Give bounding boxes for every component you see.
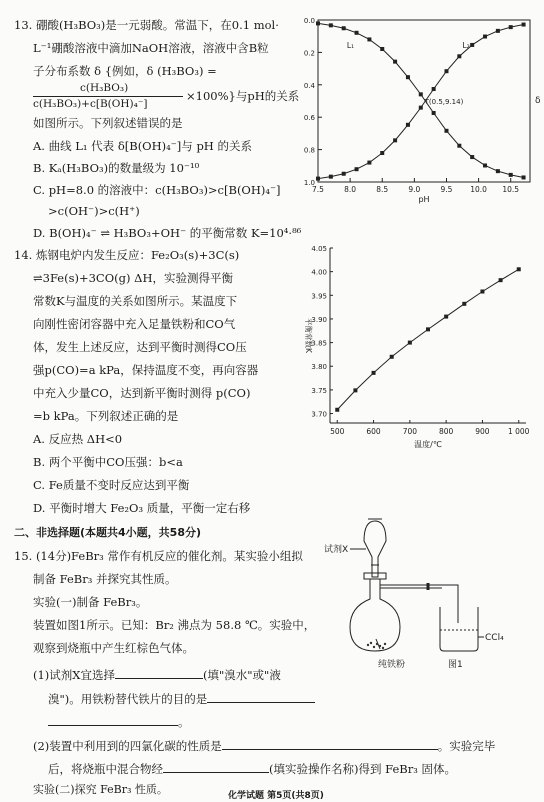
y-tick-label: 3.75	[311, 386, 327, 395]
x-tick-label: 9.5	[440, 185, 453, 194]
x-tick-label: 8.5	[376, 185, 389, 194]
answer-blank-reagent[interactable]	[115, 667, 203, 679]
q15-part1-question: 溴")。用铁粉替代铁片的目的是	[48, 692, 208, 706]
data-point	[342, 26, 346, 30]
data-point	[470, 43, 474, 47]
data-point	[335, 408, 339, 412]
series-line	[337, 269, 518, 409]
answer-blank-purpose-cont[interactable]	[48, 714, 178, 726]
q15-line-5: 观察到烧瓶中产生红棕色气体。	[33, 641, 194, 655]
data-point	[509, 173, 513, 177]
figure-1-apparatus	[324, 515, 504, 675]
page-footer: 化学试题 第5页(共8页)	[228, 791, 324, 801]
data-point	[393, 60, 397, 64]
data-point	[380, 47, 384, 51]
y-tick-label: 3.70	[311, 410, 327, 419]
data-point	[406, 123, 410, 127]
x-tick-label: 800	[438, 427, 454, 436]
q14-line-3: 常数K与温度的关系如图所示。某温度下	[33, 294, 238, 308]
q15-part1-c	[48, 714, 190, 729]
x-tick-label: 8.0	[344, 185, 357, 194]
q15-part1-hint: (填"溴水"或"液	[202, 668, 281, 682]
q15-part1-label: (1)试剂X宜选择	[33, 668, 115, 682]
q13-line-2: L⁻¹硼酸溶液中滴加NaOH溶液，溶液中含B粒	[33, 41, 269, 55]
q13-option-c: C. pH=8.0 的溶液中：c(H₃BO₃)>c[B(OH)₄⁻]	[33, 183, 281, 197]
data-point	[390, 355, 394, 359]
q13-option-d: D. B(OH)₄⁻ ⇌ H₃BO₃+OH⁻ 的平衡常数 K=10⁴·⁸⁶	[33, 226, 302, 240]
data-point	[406, 75, 410, 79]
y-tick-label: 0.8	[303, 146, 315, 155]
data-point	[353, 388, 357, 392]
ccl4-label: CCl₄	[485, 633, 504, 643]
q15-part2-label: (2)装置中利用到的四氯化碳的性质是	[33, 739, 222, 753]
y-tick-label: 3.80	[311, 363, 327, 372]
data-point	[432, 111, 436, 115]
data-point	[522, 175, 526, 179]
x-tick-label: 9.0	[408, 185, 421, 194]
q13-line-3: 子分布系数 δ {例如，δ (H₃BO₃) =	[33, 64, 217, 78]
data-point	[408, 341, 412, 345]
data-point	[329, 23, 333, 27]
data-point	[393, 138, 397, 142]
q14-line-5: 体，发生上述反应，达到平衡时测得CO压	[33, 340, 247, 354]
data-point	[426, 327, 430, 331]
series-label: L₂	[462, 41, 470, 50]
data-point	[419, 92, 423, 96]
beaker	[440, 607, 478, 651]
q15-part1-a	[33, 667, 281, 682]
q15-part2-prefix: 后，将烧瓶中混合物经	[48, 762, 163, 776]
data-point	[470, 155, 474, 159]
q14-line-8: =b kPa。下列叙述正确的是	[33, 409, 179, 423]
data-point	[499, 278, 503, 282]
round-bottom-flask	[350, 579, 400, 651]
data-point	[480, 290, 484, 294]
y-tick-label: 0.0	[303, 17, 315, 25]
q14-option-a: A. 反应热 ΔH<0	[33, 432, 123, 446]
x-tick-label: 600	[366, 427, 381, 436]
q15-part2-b	[48, 761, 456, 776]
figure-1-caption: 图1	[448, 660, 463, 670]
q13-option-c-cont: >c(OH⁻)>c(H⁺)	[48, 204, 140, 218]
data-point	[367, 37, 371, 41]
q13-fraction-numerator: c(H₃BO₃)	[80, 82, 129, 94]
data-point	[419, 106, 423, 110]
q15-line-4: 装置如图1所示。已知：Br₂ 沸点为 58.8 ℃。实验中，	[33, 618, 316, 632]
q15-line-2: 制备 FeBr₃ 并探究其性质。	[33, 572, 177, 586]
data-point	[316, 21, 320, 25]
q13-fraction-denominator: c(H₃BO₃)+c[B(OH)₄⁻]	[33, 98, 148, 110]
data-point	[496, 169, 500, 173]
q14-line-2: ⇌3Fe(s)+3CO(g) ΔH，实验测得平衡	[33, 271, 233, 285]
y-tick-label: 3.85	[311, 339, 327, 348]
y-axis-label: δ	[535, 96, 541, 106]
data-point	[342, 172, 346, 176]
q14-option-d: D. 平衡时增大 Fe₂O₃ 质量，平衡一定右移	[33, 501, 251, 515]
x-tick-label: 700	[402, 427, 418, 436]
data-point	[444, 315, 448, 319]
x-tick-label: 1 000	[507, 427, 530, 436]
q14-line-7: 中充入少量CO，达到新平衡时测得 p(CO)	[33, 386, 251, 400]
y-tick-label: 4.00	[311, 268, 327, 277]
x-tick-label: 500	[330, 427, 345, 436]
section-title: 二、非选择题(本题共4小题，共58分)	[14, 526, 202, 539]
data-point	[483, 163, 487, 167]
q13-line-6: 如图所示。下列叙述错误的是	[33, 116, 183, 130]
q13-option-b: B. Kₐ(H₃BO₃)的数量级为 10⁻¹⁰	[33, 161, 200, 175]
q14-line-4: 向刚性密闭容器中充入足量铁粉和CO气	[33, 317, 236, 331]
data-point	[457, 144, 461, 148]
q13-line-1: 13. 硼酸(H₃BO₃)是一元弱酸。常温下，在0.1 mol·	[14, 18, 279, 32]
q14-line-6: 强p(CO)=a kPa，保持温度不变，再向容器	[33, 363, 259, 377]
q14-option-c: C. Fe质量不变时反应达到平衡	[33, 478, 190, 492]
q15-exp2: 实验(二)探究 FeBr₃ 性质。	[33, 783, 168, 796]
q15-part2-a	[33, 738, 495, 753]
data-point	[462, 302, 466, 306]
q13-line-5: ×100%}与pH的关系	[186, 89, 300, 103]
q14-line-1: 14. 炼钢电炉内发生反应：Fe₂O₃(s)+3C(s)	[14, 248, 240, 262]
data-point	[316, 177, 320, 181]
x-tick-label: 7.5	[312, 185, 324, 194]
y-tick-label: 0.6	[303, 114, 315, 123]
data-point	[457, 54, 461, 58]
data-point	[517, 267, 521, 271]
dropping-funnel	[364, 521, 386, 577]
answer-blank-ccl4-property[interactable]	[222, 738, 438, 750]
q15-line-1: 15. (14分)FeBr₃ 常作有机反应的催化剂。某实验小组拟	[14, 549, 303, 563]
data-point	[329, 175, 333, 179]
q13-fraction-bar	[33, 96, 183, 97]
data-point	[355, 31, 359, 35]
y-tick-label: 0.2	[303, 49, 315, 58]
q15-part1-end: 。	[178, 715, 190, 729]
series-label: L₁	[346, 41, 355, 50]
answer-blank-purpose[interactable]	[207, 691, 315, 703]
data-point	[483, 35, 487, 39]
x-tick-label: 10.0	[470, 185, 487, 194]
x-tick-label: 10.5	[502, 185, 520, 194]
data-point	[509, 25, 513, 29]
y-tick-label: 3.95	[311, 292, 327, 301]
iron-powder-label: 纯铁粉	[378, 660, 406, 670]
x-axis-label: pH	[418, 195, 430, 204]
data-point	[432, 87, 436, 91]
data-point	[380, 151, 384, 155]
q15-part2-suffix: (填实验操作名称)得到 FeBr₃ 固体。	[269, 762, 456, 776]
q15-part2-cont: 。实验完毕	[437, 739, 496, 753]
chart-k-temperature	[300, 238, 540, 458]
data-point	[496, 29, 500, 33]
data-point	[372, 371, 376, 375]
y-tick-label: 0.4	[303, 81, 315, 90]
y-axis-label: 平衡常数K	[304, 318, 313, 353]
data-point	[522, 23, 526, 27]
y-tick-label: 3.90	[311, 315, 327, 324]
q15-part1-b	[48, 691, 315, 706]
q13-option-a: A. 曲线 L₁ 代表 δ[B(OH)₄⁻]与 pH 的关系	[33, 139, 252, 153]
x-tick-label: 900	[475, 427, 490, 436]
reagent-x-label: 试剂X	[324, 545, 349, 555]
data-point	[444, 69, 448, 73]
answer-blank-operation[interactable]	[163, 761, 269, 773]
q14-option-b: B. 两个平衡中CO压强：b<a	[33, 455, 183, 469]
data-point	[444, 129, 448, 133]
data-point	[355, 167, 359, 171]
y-tick-label: 1.0	[303, 179, 315, 187]
q15-line-3: 实验(一)制备 FeBr₃。	[33, 595, 148, 609]
x-axis-label: 温度/℃	[414, 440, 442, 449]
y-tick-label: 4.05	[311, 245, 327, 253]
data-point	[367, 161, 371, 165]
intersection-annotation: T(0.5,9.14)	[424, 98, 464, 106]
chart-delta-ph	[300, 8, 540, 213]
